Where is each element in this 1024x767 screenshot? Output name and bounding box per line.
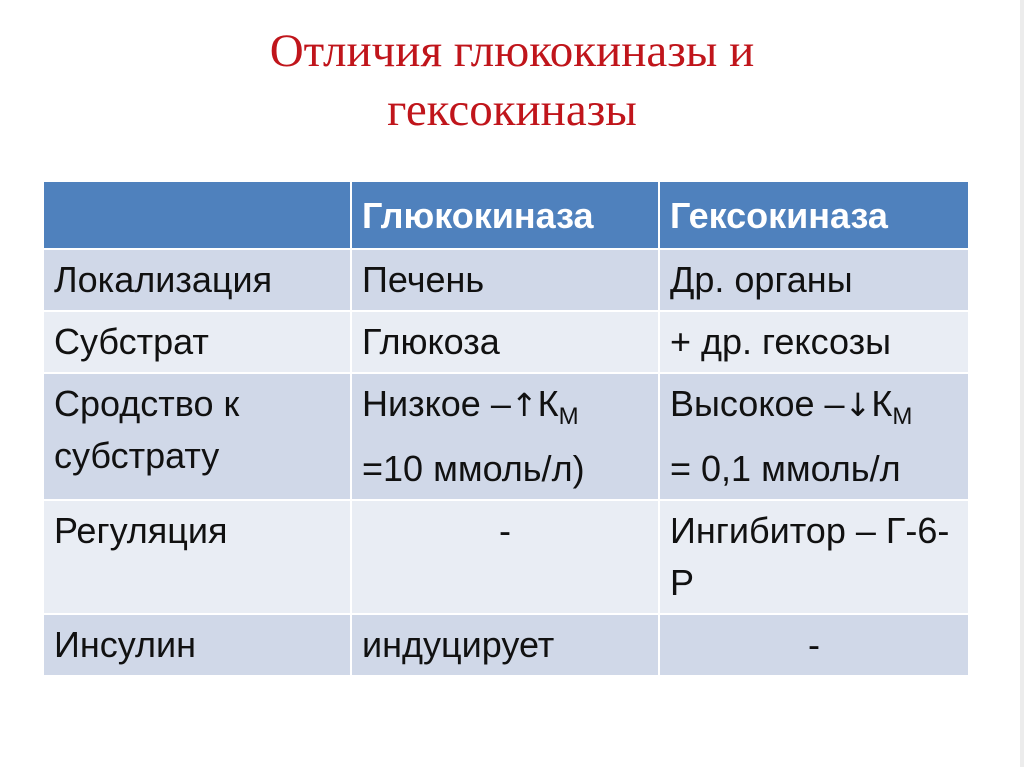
glucokinase-cell: Глюкоза [351,311,659,373]
km-symbol: К [871,383,893,424]
glucokinase-cell: - [351,500,659,614]
header-empty-cell [43,181,351,249]
table-row-regulation [43,500,969,614]
hexokinase-cell: - [659,614,969,676]
table-header-row [43,181,969,249]
table-row-affinity [43,373,969,500]
header-hexokinase: Гексокиназа [659,181,969,249]
row-label: Регуляция [43,500,351,614]
row-label: Локализация [43,249,351,311]
hexokinase-cell: Др. органы [659,249,969,311]
km-value: = 0,1 ммоль/л [670,448,901,489]
row-label: Инсулин [43,614,351,676]
km-value: =10 ммоль/л) [362,448,585,489]
glucokinase-cell: Печень [351,249,659,311]
km-subscript: М [892,403,913,430]
comparison-table [42,180,970,677]
hexokinase-cell: Ингибитор – Г-6-Р [659,500,969,614]
title-line-2: гексокиназы [387,84,637,136]
arrow-up-icon: ↑ [510,386,538,424]
table-row-localization [43,249,969,311]
slide-title [0,22,1024,140]
title-line-1: Отличия глюкокиназы и [269,25,755,77]
table-row-insulin [43,614,969,676]
table-row-substrate [43,311,969,373]
row-label: Субстрат [43,311,351,373]
glucokinase-cell [351,373,659,500]
glucokinase-cell: индуцирует [351,614,659,676]
hexokinase-cell [659,373,969,500]
header-glucokinase: Глюкокиназа [351,181,659,249]
affinity-level-text: Низкое – [362,383,511,424]
hexokinase-cell: + др. гексозы [659,311,969,373]
arrow-down-icon: ↓ [844,386,872,424]
affinity-level-text: Высокое – [670,383,845,424]
row-label: Сродство к субстрату [43,373,351,500]
km-symbol: К [537,383,559,424]
km-subscript: М [558,403,579,430]
